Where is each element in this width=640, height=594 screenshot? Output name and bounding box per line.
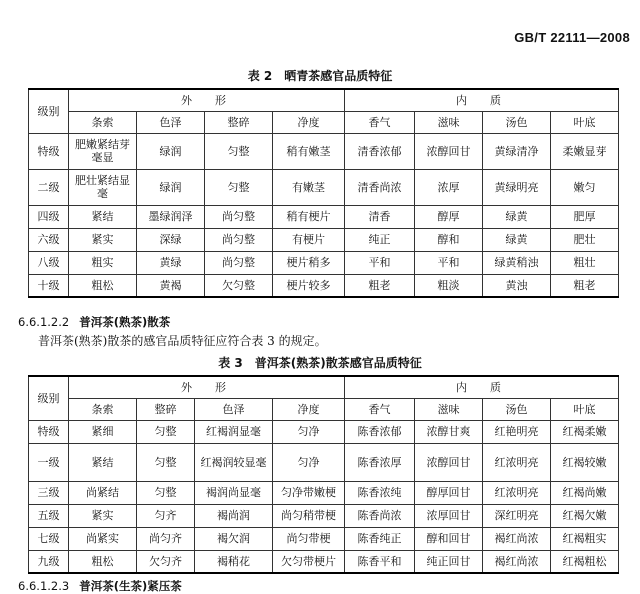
table-cell: 肥厚	[551, 205, 619, 228]
section-heading	[18, 314, 170, 330]
table-cell: 匀净	[273, 420, 345, 443]
next-section-number: 6.6.1.2.3	[18, 579, 70, 593]
table-cell: 陈香浓纯	[345, 481, 415, 504]
intrinsic-quality-group-header: 内 质	[345, 89, 619, 111]
column-header: 条索	[69, 398, 137, 420]
table-cell: 粗壮	[551, 251, 619, 274]
table-cell: 七级	[29, 527, 69, 550]
table-cell: 深绿	[137, 228, 205, 251]
table-cell: 浓厚回甘	[415, 504, 483, 527]
table-row	[29, 443, 619, 481]
table-cell: 纯正回甘	[415, 550, 483, 573]
table-cell: 褐红尚浓	[483, 527, 551, 550]
table-cell: 红褐粗实	[551, 527, 619, 550]
table-cell: 尚紧结	[69, 481, 137, 504]
table-cell: 欠匀带梗片	[273, 550, 345, 573]
table-cell: 红褐润较显毫	[195, 443, 273, 481]
table-cell: 红褐尚嫩	[551, 481, 619, 504]
table-row	[29, 420, 619, 443]
table-row	[29, 274, 619, 297]
table-cell: 黄绿清净	[483, 133, 551, 169]
table-cell: 尚匀带梗	[273, 527, 345, 550]
standard-code: GB/T 22111—2008	[514, 30, 630, 45]
table-cell: 平和	[345, 251, 415, 274]
table-cell: 六级	[29, 228, 69, 251]
table-cell: 红浓明亮	[483, 481, 551, 504]
table-cell: 黄褐	[137, 274, 205, 297]
table-cell: 一级	[29, 443, 69, 481]
table-cell: 绿黄	[483, 205, 551, 228]
table-cell: 五级	[29, 504, 69, 527]
column-header: 汤色	[483, 111, 551, 133]
table-cell: 九级	[29, 550, 69, 573]
table-cell: 匀整	[137, 481, 195, 504]
table-cell: 陈香平和	[345, 550, 415, 573]
table-cell: 紧结	[69, 205, 137, 228]
table-cell: 浓醇甘爽	[415, 420, 483, 443]
table-cell: 柔嫩显芽	[551, 133, 619, 169]
table-cell: 稍有梗片	[273, 205, 345, 228]
table-cell: 红艳明亮	[483, 420, 551, 443]
table-cell: 欠匀齐	[137, 550, 195, 573]
table-cell: 匀整	[137, 443, 195, 481]
appearance-group-header: 外 形	[69, 376, 345, 398]
table-cell: 粗淡	[415, 274, 483, 297]
table-cell: 梗片稍多	[273, 251, 345, 274]
column-header: 香气	[345, 398, 415, 420]
table-cell: 陈香纯正	[345, 527, 415, 550]
table-cell: 肥壮紧结显毫	[69, 169, 137, 205]
column-header: 汤色	[483, 398, 551, 420]
table-cell: 特级	[29, 420, 69, 443]
column-header: 整碎	[137, 398, 195, 420]
table-cell: 平和	[415, 251, 483, 274]
appearance-group-header: 外 形	[69, 89, 345, 111]
table-row	[29, 169, 619, 205]
column-header: 香气	[345, 111, 415, 133]
section-title: 普洱茶(熟茶)散茶	[79, 315, 171, 329]
column-header: 滋味	[415, 398, 483, 420]
table-row	[29, 550, 619, 573]
table-cell: 醇和回甘	[415, 527, 483, 550]
table-cell: 尚紧实	[69, 527, 137, 550]
table-cell: 清香浓郁	[345, 133, 415, 169]
table-cell: 匀整	[205, 133, 273, 169]
table-row	[29, 133, 619, 169]
column-header: 滋味	[415, 111, 483, 133]
table-row	[29, 527, 619, 550]
table-cell: 清香尚浓	[345, 169, 415, 205]
column-header: 净度	[273, 111, 345, 133]
table-cell: 墨绿润泽	[137, 205, 205, 228]
table-cell: 肥壮	[551, 228, 619, 251]
table-cell: 红褐润显毫	[195, 420, 273, 443]
table2-caption: 表 2 晒青茶感官品质特征	[247, 69, 393, 83]
table-cell: 肥嫩紧结芽毫显	[69, 133, 137, 169]
table-cell: 醇和	[415, 228, 483, 251]
column-header: 条索	[69, 111, 137, 133]
table-cell: 醇厚	[415, 205, 483, 228]
table-cell: 粗松	[69, 550, 137, 573]
table-cell: 褐红尚浓	[483, 550, 551, 573]
table-cell: 绿润	[137, 169, 205, 205]
table-cell: 欠匀整	[205, 274, 273, 297]
table-cell: 红褐欠嫩	[551, 504, 619, 527]
table-cell: 粗老	[345, 274, 415, 297]
table-row	[29, 504, 619, 527]
table-cell: 紧实	[69, 228, 137, 251]
table-cell: 粗松	[69, 274, 137, 297]
table-cell: 绿润	[137, 133, 205, 169]
table-cell: 浓厚	[415, 169, 483, 205]
table-cell: 匀净	[273, 443, 345, 481]
table-cell: 深红明亮	[483, 504, 551, 527]
column-header: 叶底	[551, 398, 619, 420]
table-cell: 红褐柔嫩	[551, 420, 619, 443]
table-cell: 紧细	[69, 420, 137, 443]
intrinsic-quality-group-header: 内 质	[345, 376, 619, 398]
table-cell: 黄绿明亮	[483, 169, 551, 205]
table-row	[29, 228, 619, 251]
table-cell: 特级	[29, 133, 69, 169]
table-cell: 三级	[29, 481, 69, 504]
table-cell: 陈香尚浓	[345, 504, 415, 527]
table-cell: 粗老	[551, 274, 619, 297]
table-cell: 黄绿	[137, 251, 205, 274]
table-cell: 尚匀整	[205, 251, 273, 274]
column-header: 整碎	[205, 111, 273, 133]
column-header: 色泽	[137, 111, 205, 133]
table-cell: 陈香浓厚	[345, 443, 415, 481]
table-cell: 匀净带嫩梗	[273, 481, 345, 504]
table-cell: 褐欠润	[195, 527, 273, 550]
table3-caption: 表 3 普洱茶(熟茶)散茶感官品质特征	[218, 356, 422, 370]
table-cell: 黄浊	[483, 274, 551, 297]
table-cell: 二级	[29, 169, 69, 205]
section-number: 6.6.1.2.2	[18, 315, 70, 329]
table-cell: 匀齐	[137, 504, 195, 527]
table-cell: 红浓明亮	[483, 443, 551, 481]
table-row	[29, 481, 619, 504]
table-cell: 醇厚回甘	[415, 481, 483, 504]
table-cell: 尚匀齐	[137, 527, 195, 550]
table-cell: 嫩匀	[551, 169, 619, 205]
section-paragraph: 普洱茶(熟茶)散茶的感官品质特征应符合表 3 的规定。	[38, 334, 327, 348]
table-cell: 紧结	[69, 443, 137, 481]
table-cell: 褐稍花	[195, 550, 273, 573]
table-cell: 紧实	[69, 504, 137, 527]
table-cell: 稍有嫩茎	[273, 133, 345, 169]
next-section-heading	[18, 578, 182, 594]
table-cell: 八级	[29, 251, 69, 274]
grade-header: 级别	[29, 89, 69, 133]
table-cell: 尚匀整	[205, 205, 273, 228]
table3	[28, 375, 619, 574]
table-row	[29, 205, 619, 228]
table-cell: 陈香浓郁	[345, 420, 415, 443]
table-cell: 浓醇回甘	[415, 133, 483, 169]
table-row	[29, 251, 619, 274]
table-cell: 四级	[29, 205, 69, 228]
table-cell: 十级	[29, 274, 69, 297]
table-cell: 纯正	[345, 228, 415, 251]
table-cell: 梗片较多	[273, 274, 345, 297]
table-cell: 有嫩茎	[273, 169, 345, 205]
table-cell: 绿黄稍浊	[483, 251, 551, 274]
table-cell: 浓醇回甘	[415, 443, 483, 481]
table-cell: 褐润尚显毫	[195, 481, 273, 504]
column-header: 净度	[273, 398, 345, 420]
table-cell: 红褐粗松	[551, 550, 619, 573]
table-cell: 尚匀稍带梗	[273, 504, 345, 527]
table-cell: 匀整	[137, 420, 195, 443]
grade-header: 级别	[29, 376, 69, 420]
table-cell: 清香	[345, 205, 415, 228]
column-header: 叶底	[551, 111, 619, 133]
table-cell: 红褐较嫩	[551, 443, 619, 481]
table-cell: 绿黄	[483, 228, 551, 251]
column-header: 色泽	[195, 398, 273, 420]
table-cell: 有梗片	[273, 228, 345, 251]
table2	[28, 88, 619, 298]
table-cell: 尚匀整	[205, 228, 273, 251]
table-cell: 粗实	[69, 251, 137, 274]
next-section-title: 普洱茶(生茶)紧压茶	[79, 579, 182, 593]
table-cell: 匀整	[205, 169, 273, 205]
table-cell: 褐尚润	[195, 504, 273, 527]
